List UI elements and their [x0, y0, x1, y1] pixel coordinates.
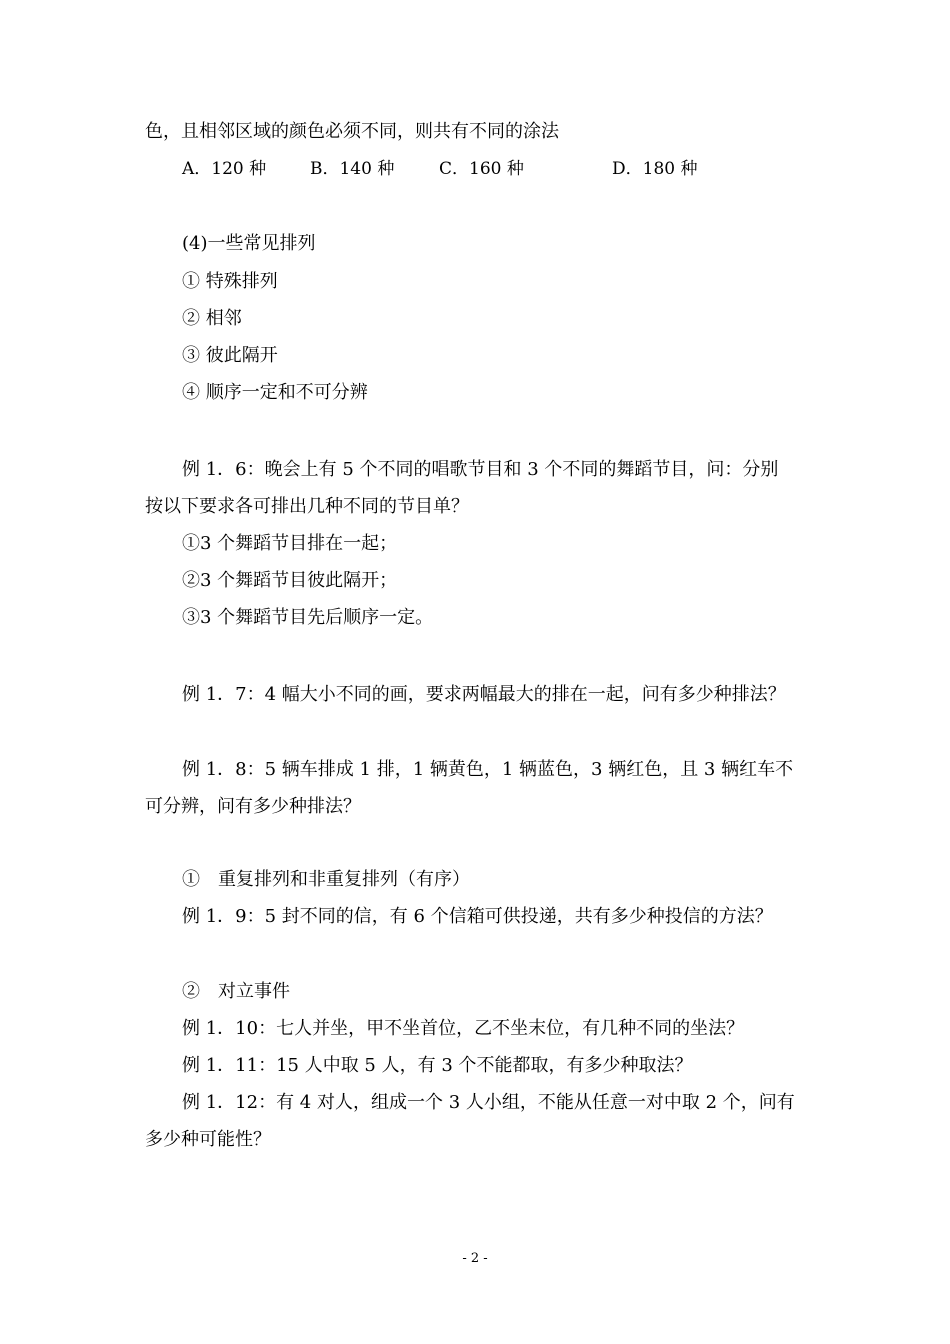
answer-options [182, 157, 742, 181]
list-item: ③ 彼此隔开 [182, 345, 278, 366]
subsection-heading: ② 对立事件 [182, 981, 290, 1002]
example-1-10: 例 1．10：七人并坐，甲不坐首位，乙不坐末位，有几种不同的坐法？ [182, 1018, 745, 1039]
example-1-6-part: ①3 个舞蹈节目排在一起； [182, 533, 398, 554]
list-item: ④ 顺序一定和不可分辨 [182, 382, 368, 403]
example-1-8-line2: 可分辨，问有多少种排法？ [145, 796, 361, 817]
example-1-9: 例 1．9：5 封不同的信，有 6 个信箱可供投递，共有多少种投信的方法？ [182, 906, 773, 927]
list-item: ② 相邻 [182, 308, 242, 329]
example-1-7: 例 1．7：4 幅大小不同的画，要求两幅最大的排在一起，问有多少种排法？ [182, 684, 786, 705]
section-heading: (4)一些常见排列 [182, 233, 316, 254]
example-1-6-part: ③3 个舞蹈节目先后顺序一定。 [182, 607, 434, 628]
option-b: B．140 种 [310, 159, 395, 179]
option-a: A．120 种 [182, 159, 267, 179]
example-1-6-line2: 按以下要求各可排出几种不同的节目单？ [145, 496, 469, 517]
option-c: C．160 种 [439, 159, 524, 179]
example-1-8-line1: 例 1．8：5 辆车排成 1 排，1 辆黄色，1 辆蓝色，3 辆红色，且 3 辆红车不 [182, 759, 794, 780]
subsection-heading: ① 重复排列和非重复排列（有序） [182, 869, 470, 890]
example-1-6-line1: 例 1．6：晚会上有 5 个不同的唱歌节目和 3 个不同的舞蹈节目，问：分别 [182, 459, 779, 480]
page-number: - 2 - [462, 1251, 488, 1266]
example-1-6-part: ②3 个舞蹈节目彼此隔开； [182, 570, 398, 591]
question-continuation: 色，且相邻区域的颜色必须不同，则共有不同的涂法 [145, 121, 559, 142]
list-item: ① 特殊排列 [182, 271, 278, 292]
example-1-12-line1: 例 1．12：有 4 对人，组成一个 3 人小组，不能从任意一对中取 2 个，问有 [182, 1092, 795, 1113]
example-1-12-line2: 多少种可能性？ [145, 1129, 271, 1150]
option-d: D．180 种 [612, 159, 698, 179]
example-1-11: 例 1．11：15 人中取 5 人，有 3 个不能都取，有多少种取法？ [182, 1055, 693, 1076]
